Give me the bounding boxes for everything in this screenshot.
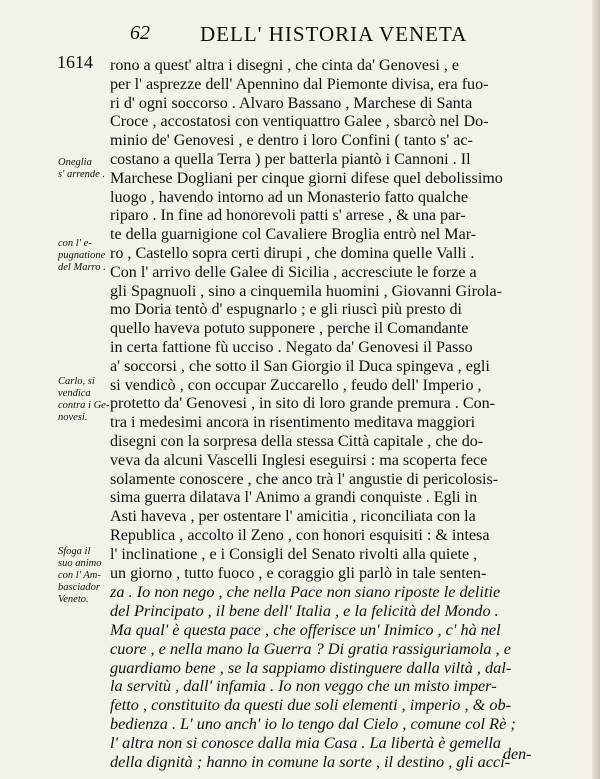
text-line: protetto da' Genovesi , in sito di loro grande premura . Con- [110, 395, 496, 413]
text-line: l' inclinatione , e i Consigli del Senato rivolti alla quiete , [110, 545, 478, 563]
text-line: ro , Castello sopra certi dirupi , che domina quelle Valli . [110, 245, 475, 262]
text-line: sima guerra dilatava l' Animo a grandi conquiste . Egli in [110, 489, 478, 507]
page-number: 62 [130, 22, 150, 44]
text-line: della dignità ; hanno in comune la sorte , il destino , gli acci- [110, 751, 511, 771]
text-line: un giorno , tutto fuoco , e coraggio gli parlò in tale senten- [110, 564, 487, 582]
text-line: a' soccorsi , che sotto il San Giorgio il Duca spingeva , egli [110, 357, 490, 375]
text-line: la servitù , dall' infamia . Io non veggo che un misto imper- [110, 676, 497, 696]
text-line: disegni con la sorpresa della stessa Città capitale , che do- [110, 433, 484, 450]
text-line: guardiamo bene , se la sappiamo distinguere dalla viltà , dal- [110, 657, 512, 677]
text-line: rono a quest' altra i disegni , che cinta da' Genovesi , e [110, 57, 460, 74]
text-line: mo Doria tentò d' espugnarlo ; e gli riuscì più presto di [110, 301, 462, 319]
margin-note: Sfoga il suo animo con l' Am- basciador Veneto. [58, 546, 102, 605]
text-line: solamente conoscere , che anco trà l' angustie di pericolosis- [110, 470, 499, 488]
text-line: cuore , e nella mano la Guerra ? Di gratia rassiguriamola , e [110, 638, 511, 658]
margin-note: Oneglia s' arrende . [58, 157, 106, 180]
text-line: minio de' Genovesi , e dentro i loro Confini ( tanto s' ac- [110, 132, 473, 150]
text-line: per l' asprezze dell' Apennino dal Piemonte divisa, era fuo- [110, 75, 489, 93]
running-head: DELL' HISTORIA VENETA [200, 22, 468, 46]
text-line: costano a quella Terra ) per batterla piantò i Cannoni . Il [110, 151, 471, 168]
catchword: den- [503, 746, 532, 763]
text-line: fetto , constituito da questi due soli elementi , imperio , & ob- [110, 695, 512, 715]
text-line: si vendicò , con occupar Zuccarello , feudo dell' Imperio , [110, 376, 482, 394]
page-edge [592, 0, 600, 779]
text-line: del Principato , il bene dell' Italia , e la felicità del Mondo . [110, 601, 499, 621]
text-line: luogo , havendo intorno ad un Monasterio fatto qualche [110, 188, 468, 206]
text-line: tra i medesimi ancora in risentimento meditava maggiori [110, 414, 476, 432]
text-line: Ma qual' è questa pace , che offerisce un' Inimico , c' hà nel [110, 620, 501, 639]
text-line: riparo . In fine ad honorevoli patti s' arrese , & una par- [110, 207, 466, 225]
text-line: te della guarnigione col Cavaliere Broglia entrò nel Mar- [110, 226, 477, 244]
page-header [130, 22, 570, 52]
margin-note: con l' e- pugnatione del Marro . [58, 238, 106, 273]
text-line: l' altra non si conosce dalla mia Casa . La libertà è gemella [110, 732, 502, 752]
text-line: Asti haveva , per ostentare l' amicitia , riconciliata con la [110, 508, 476, 526]
text-line: ri d' ogni soccorso . Alvaro Bassano , Marchese di Santa [110, 94, 473, 112]
text-line: quello haveva potuto supponere , perche il Comandante [110, 320, 469, 338]
text-line: Republica , accolto il Zeno , con honori esquisiti : & intesa [110, 527, 490, 544]
text-line: za . Io non nego , che nella Pace non siano riposte le delitie [110, 582, 501, 602]
text-line: veva da alcuni Vascelli Inglesi eseguirsi : ma scoperta fece [110, 451, 488, 469]
text-line: in certa fattione fù ucciso . Negato da' Genovesi il Passo [110, 339, 473, 356]
margin-note: Carlo, si vendica contra i Ge- novesi. [58, 376, 110, 423]
text-line: Marchese Dogliani per cinque giorni difese quel debolissimo [110, 169, 503, 187]
text-line: gli Spagnuoli , sino a cinquemila huomini , Giovanni Girola- [110, 282, 503, 300]
margin-year: 1614 [57, 52, 93, 72]
text-line: Con l' arrivo delle Galee di Sicilia , accresciute le forze a [110, 263, 477, 281]
text-line: Croce , accostatosi con ventiquattro Galee , sbarcò nel Do- [110, 113, 489, 131]
text-line: bedienza . L' uno anch' io lo tengo dal Cielo , comune col Rè ; [110, 714, 516, 733]
